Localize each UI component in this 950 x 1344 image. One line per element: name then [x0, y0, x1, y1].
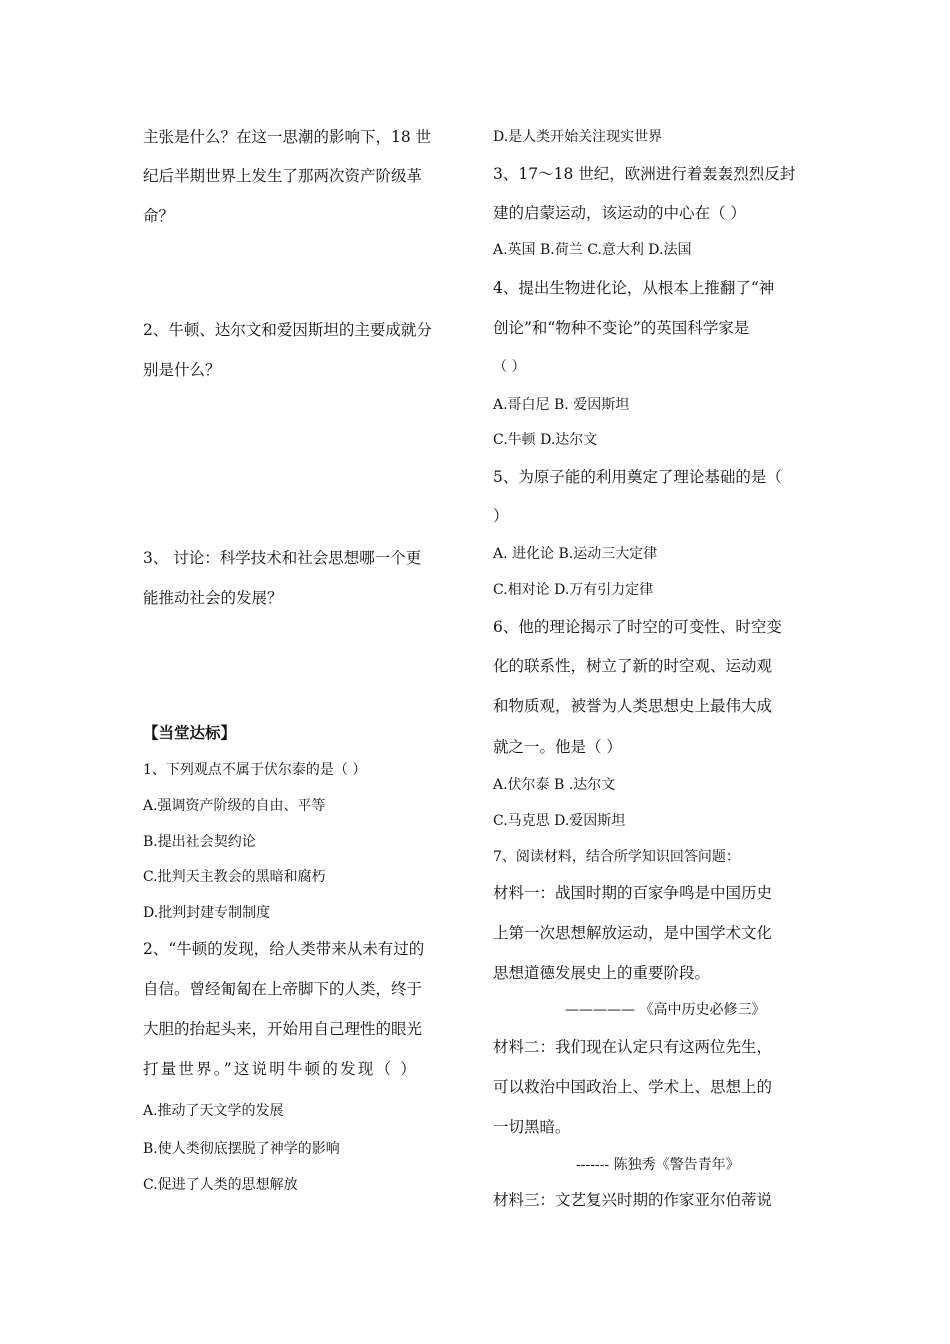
mc1-option-b: B.提出社会契约论	[143, 834, 256, 850]
mc6-options: A.伏尔泰 B .达尔文	[493, 777, 616, 793]
question-1-line: 命？	[143, 207, 175, 225]
material-1-source: ————— 《高中历史必修三》	[565, 1002, 766, 1018]
mc2-stem-line: 2、“牛顿的发现，给人类带来从未有过的	[143, 940, 425, 958]
section-title: 【当堂达标】	[143, 724, 237, 742]
mc6-stem-line: 和物质观，被誉为人类思想史上最伟大成	[493, 697, 773, 715]
material-2-line: 可以救治中国政治上、学术上、思想上的	[493, 1078, 773, 1096]
mc2-option-c: C.促进了人类的思想解放	[143, 1177, 298, 1193]
mc2-stem-line: 打量世界。”这说明牛顿的发现（ ）	[143, 1060, 419, 1078]
mc5-options: C.相对论 D.万有引力定律	[493, 582, 654, 598]
question-2-line: 别是什么？	[143, 361, 221, 379]
material-2-line: 一切黑暗。	[493, 1118, 571, 1136]
material-1-line: 思想道德发展史上的重要阶段。	[493, 964, 711, 982]
mc2-option-b: B.使人类彻底摆脱了神学的影响	[143, 1141, 340, 1157]
q7-stem: 7、阅读材料，结合所学知识回答问题：	[493, 849, 740, 865]
material-3-line: 材料三：文艺复兴时期的作家亚尔伯蒂说	[493, 1191, 773, 1209]
mc1-option-d: D.批判封建专制制度	[143, 905, 271, 921]
mc4-options: C.牛顿 D.达尔文	[493, 432, 598, 448]
mc6-stem-line: 6、他的理论揭示了时空的可变性、时空变	[493, 618, 782, 636]
mc5-options: A. 进化论 B.运动三大定律	[493, 546, 658, 562]
material-1-line: 材料一：战国时期的百家争鸣是中国历史	[493, 884, 773, 902]
mc1-option-a: A.强调资产阶级的自由、平等	[143, 798, 326, 814]
mc6-stem-line: 化的联系性，树立了新的时空观、运动观	[493, 657, 773, 675]
material-2-source: ------- 陈独秀《警告青年》	[576, 1157, 740, 1173]
mc3-stem-line: 3、17～18 世纪，欧洲进行着轰轰烈烈反封	[493, 165, 796, 183]
mc2-option-d: D.是人类开始关注现实世界	[493, 129, 663, 145]
mc4-stem-line: 4、提出生物进化论，从根本上推翻了“神	[493, 279, 775, 297]
material-1-line: 上第一次思想解放运动，是中国学术文化	[493, 924, 773, 942]
mc2-stem-line: 大胆的抬起头来，开始用自己理性的眼光	[143, 1020, 423, 1038]
question-1-line: 纪后半期世界上发生了那两次资产阶级革	[143, 167, 423, 185]
mc4-stem-line: 创论”和“物种不变论”的英国科学家是	[493, 319, 750, 337]
mc1-option-c: C.批判天主教会的黑暗和腐朽	[143, 869, 326, 885]
mc3-stem-line: 建的启蒙运动，该运动的中心在（ ）	[493, 204, 746, 222]
mc1-stem: 1、下列观点不属于伏尔泰的是（ ）	[143, 762, 367, 778]
mc6-options: C.马克思 D.爱因斯坦	[493, 813, 626, 829]
mc2-option-a: A.推动了天文学的发展	[143, 1103, 284, 1119]
mc5-stem-line: ）	[493, 507, 509, 525]
mc2-stem-line: 自信。曾经匍匐在上帝脚下的人类，终于	[143, 980, 423, 998]
mc5-stem-line: 5、为原子能的利用奠定了理论基础的是（	[493, 468, 782, 486]
mc4-options: A.哥白尼 B. 爱因斯坦	[493, 397, 630, 413]
question-3-line: 能推动社会的发展？	[143, 589, 283, 607]
mc4-stem-line: （ ）	[493, 359, 526, 375]
question-1-line: 主张是什么？在这一思潮的影响下，18 世	[143, 128, 432, 146]
mc3-options: A.英国 B.荷兰 C.意大利 D.法国	[493, 242, 692, 258]
material-2-line: 材料二：我们现在认定只有这两位先生，	[493, 1038, 773, 1056]
question-3-line: 3、 讨论：科学技术和社会思想哪一个更	[143, 549, 422, 567]
mc6-stem-line: 就之一。他是（ ）	[493, 738, 622, 756]
question-2-line: 2、牛顿、达尔文和爱因斯坦的主要成就分	[143, 321, 432, 339]
